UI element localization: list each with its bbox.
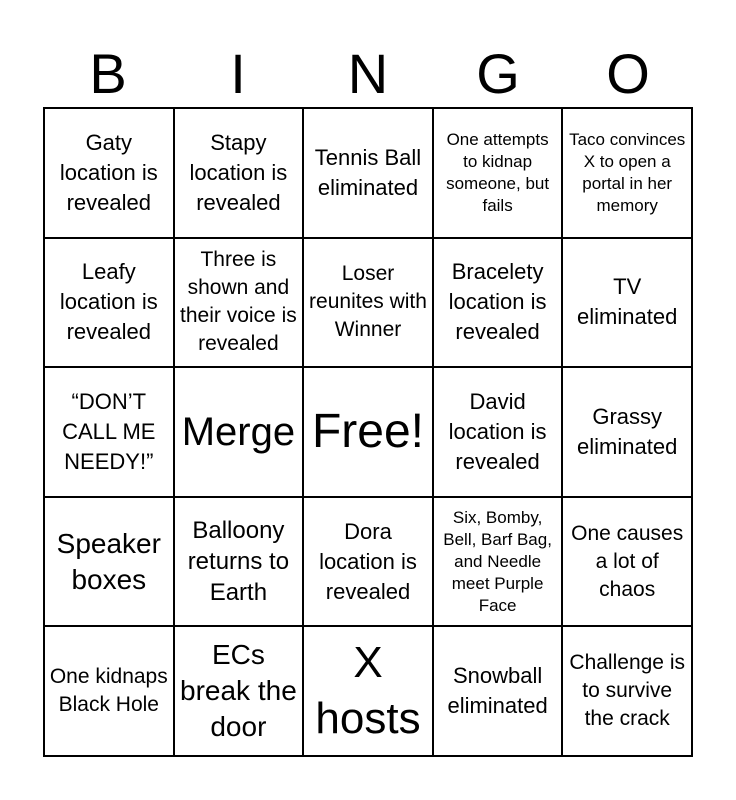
bingo-cell[interactable] — [44, 238, 174, 368]
cell-text: Grassy eliminated — [577, 403, 678, 459]
bingo-cell[interactable] — [174, 626, 304, 756]
cell-text: Tennis Ball eliminated — [314, 144, 422, 200]
bingo-cell[interactable] — [433, 238, 563, 368]
cell-text: One kidnaps Black Hole — [49, 665, 168, 717]
header-letter-o: O — [606, 42, 650, 105]
bingo-cell[interactable] — [44, 626, 174, 756]
cell-text: Loser reunites with Winner — [309, 262, 427, 342]
bingo-cell[interactable] — [303, 238, 433, 368]
header-letter-g: G — [476, 42, 520, 105]
bingo-header — [43, 40, 693, 108]
bingo-cell[interactable] — [303, 108, 433, 238]
bingo-cell[interactable] — [562, 108, 692, 238]
bingo-cell[interactable] — [44, 497, 174, 627]
bingo-cell[interactable] — [174, 108, 304, 238]
cell-text: Merge — [181, 409, 296, 454]
cell-text: David location is revealed — [448, 388, 547, 474]
cell-text: One attempts to kidnap someone, but fails — [446, 129, 550, 215]
cell-text: “DON’T CALL ME NEEDY!” — [62, 388, 156, 474]
bingo-cell[interactable] — [433, 367, 563, 497]
cell-text: Leafy location is revealed — [59, 259, 158, 345]
cell-text: Three is shown and their voice is revealed — [180, 248, 297, 356]
cell-text: Challenge is to survive the crack — [569, 651, 685, 731]
header-letter-b: B — [89, 42, 127, 105]
cell-text: Balloony returns to Earth — [187, 517, 290, 607]
cell-text: One causes a lot of chaos — [571, 521, 684, 601]
cell-text: Free! — [311, 404, 424, 458]
cell-text: Stapy location is revealed — [189, 129, 288, 215]
bingo-cell[interactable] — [433, 497, 563, 627]
bingo-cell[interactable] — [562, 497, 692, 627]
cell-text: ECs break the door — [180, 639, 297, 743]
cell-text: Dora location is revealed — [319, 518, 417, 604]
bingo-cell[interactable] — [303, 497, 433, 627]
free-space-cell[interactable] — [303, 367, 433, 497]
bingo-cell[interactable] — [433, 626, 563, 756]
bingo-cell[interactable] — [44, 108, 174, 238]
bingo-cell[interactable] — [562, 238, 692, 368]
cell-text: TV eliminated — [577, 274, 678, 330]
bingo-cell[interactable] — [562, 367, 692, 497]
cell-text: Speaker boxes — [56, 527, 161, 595]
cell-text: Snowball eliminated — [447, 663, 548, 719]
bingo-grid — [43, 107, 693, 757]
bingo-cell[interactable] — [174, 497, 304, 627]
bingo-cell[interactable] — [174, 367, 304, 497]
cell-text: Taco convinces X to open a portal in her memory — [569, 129, 686, 215]
bingo-cell[interactable] — [174, 238, 304, 368]
cell-text: Six, Bomby, Bell, Barf Bag, and Needle meet Purple Face — [443, 507, 552, 615]
bingo-cell[interactable] — [44, 367, 174, 497]
bingo-cell[interactable] — [433, 108, 563, 238]
bingo-cell[interactable] — [562, 626, 692, 756]
bingo-cell[interactable] — [303, 626, 433, 756]
cell-text: Gaty location is revealed — [59, 129, 158, 215]
cell-text: X hosts — [315, 638, 421, 744]
header-letter-n: N — [347, 42, 389, 105]
cell-text: Bracelety location is revealed — [448, 259, 547, 345]
header-letter-i: I — [230, 42, 246, 105]
